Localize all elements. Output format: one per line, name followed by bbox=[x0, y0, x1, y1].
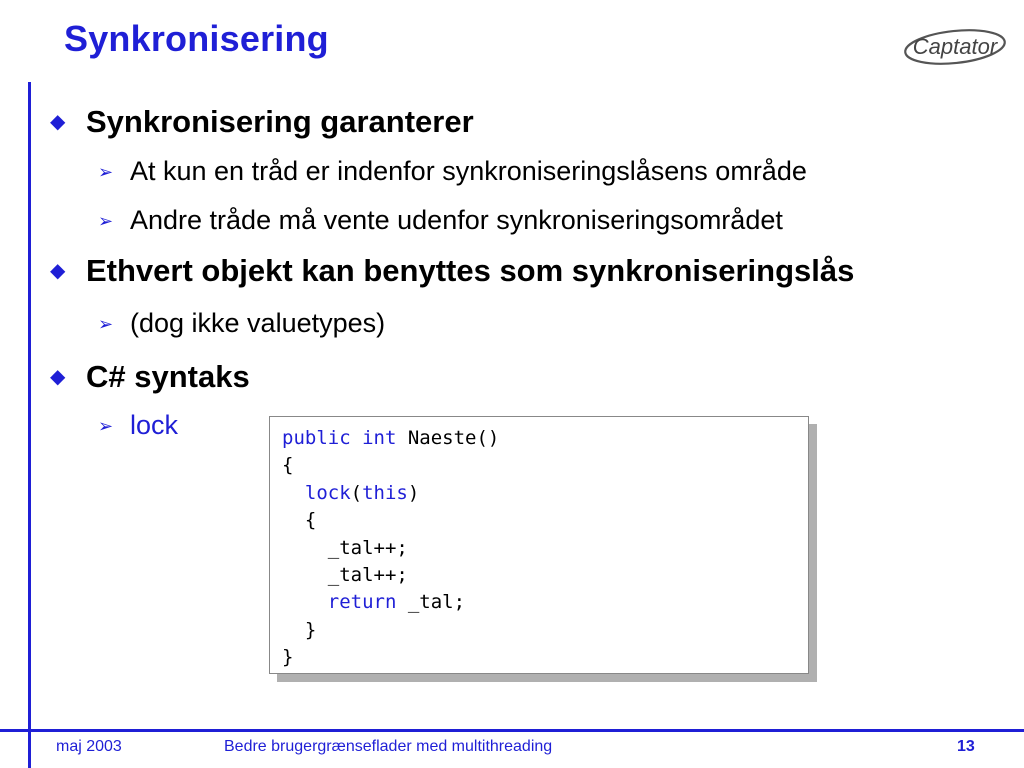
code-text: { bbox=[282, 454, 294, 477]
bullet-1-text: Synkronisering garanterer bbox=[86, 104, 474, 139]
bullet-3-sub-1 bbox=[98, 410, 178, 441]
code-text: ) bbox=[407, 481, 420, 504]
bullet-1-sub-2 bbox=[98, 205, 783, 236]
arrow-bullet-icon: ➢ bbox=[98, 313, 114, 334]
code-text: } bbox=[282, 618, 317, 641]
code-line bbox=[282, 427, 499, 449]
code-line bbox=[282, 564, 408, 586]
bullet-3-sub-1-text: lock bbox=[130, 410, 179, 440]
code-text: { bbox=[282, 509, 317, 532]
diamond-bullet-icon: ◆ bbox=[50, 260, 66, 282]
bullet-1-sub-1-text: At kun en tråd er indenfor synkroniseringslåsens område bbox=[130, 156, 807, 186]
code-text: _tal++; bbox=[282, 564, 408, 587]
code-line bbox=[282, 537, 408, 559]
logo-text: Captator bbox=[912, 34, 998, 59]
diamond-bullet-icon: ◆ bbox=[50, 366, 66, 388]
code-line bbox=[282, 509, 316, 531]
code-text: } bbox=[282, 646, 294, 669]
footer-rule bbox=[0, 729, 1024, 732]
code-text bbox=[282, 482, 305, 504]
code-text: _tal; bbox=[396, 591, 466, 614]
bullet-2-sub-1 bbox=[98, 308, 385, 339]
code-text: ( bbox=[350, 481, 363, 504]
arrow-bullet-icon: ➢ bbox=[98, 161, 114, 182]
bullet-1-sub-1 bbox=[98, 156, 807, 187]
bullet-3 bbox=[50, 359, 250, 395]
code-line bbox=[282, 646, 293, 668]
code-box bbox=[269, 416, 809, 674]
captator-logo bbox=[902, 24, 1008, 68]
bullet-2-text: Ethvert objekt kan benyttes som synkroniseringslås bbox=[86, 253, 855, 288]
code-keyword: public bbox=[282, 427, 351, 449]
code-keyword: int bbox=[362, 427, 397, 449]
bullet-2-sub-1-text: (dog ikke valuetypes) bbox=[130, 308, 386, 338]
code-text bbox=[282, 591, 328, 613]
code-line bbox=[282, 619, 316, 641]
code-text: _tal++; bbox=[282, 536, 408, 559]
bullet-2 bbox=[50, 253, 854, 289]
footer-page-number: 13 bbox=[957, 738, 975, 755]
code-keyword: this bbox=[362, 481, 408, 504]
code-block bbox=[282, 425, 499, 672]
arrow-bullet-icon: ➢ bbox=[98, 415, 114, 436]
left-rule bbox=[28, 82, 31, 768]
code-keyword: return bbox=[327, 591, 397, 614]
code-text bbox=[351, 427, 362, 449]
code-line bbox=[282, 454, 293, 476]
diamond-bullet-icon: ◆ bbox=[50, 111, 66, 133]
slide-title: Synkronisering bbox=[64, 18, 329, 59]
footer-title: Bedre brugergrænseflader med multithreading bbox=[224, 738, 553, 755]
code-line bbox=[282, 591, 465, 613]
footer-date: maj 2003 bbox=[56, 738, 122, 755]
code-line bbox=[282, 482, 419, 504]
code-keyword: lock bbox=[304, 481, 351, 504]
bullet-3-text: C# syntaks bbox=[86, 359, 250, 394]
bullet-1 bbox=[50, 104, 474, 140]
code-text: Naeste() bbox=[396, 427, 500, 449]
arrow-bullet-icon: ➢ bbox=[98, 210, 114, 231]
bullet-1-sub-2-text: Andre tråde må vente udenfor synkroniseringsområdet bbox=[130, 205, 783, 235]
